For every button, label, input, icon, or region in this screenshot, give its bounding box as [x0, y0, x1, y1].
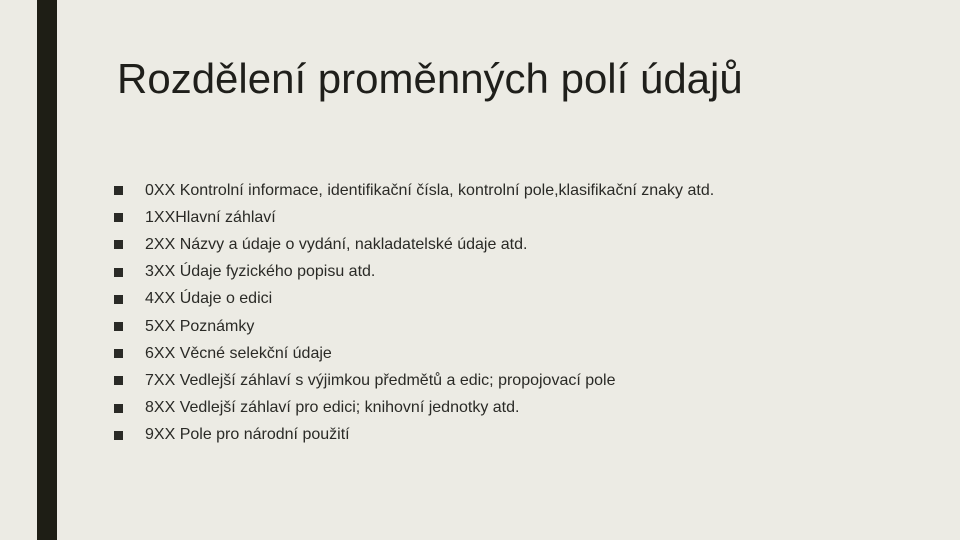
- list-item: [114, 395, 934, 422]
- square-bullet-icon: [114, 404, 123, 413]
- list-item-text: 1XXHlavní záhlaví: [145, 208, 276, 226]
- square-bullet-icon: [114, 213, 123, 222]
- list-item: [114, 422, 934, 449]
- list-item: [114, 177, 934, 204]
- list-item: [114, 204, 934, 231]
- list-item-text: 3XX Údaje fyzického popisu atd.: [145, 263, 376, 281]
- square-bullet-icon: [114, 268, 123, 277]
- square-bullet-icon: [114, 431, 123, 440]
- list-item-text: 9XX Pole pro národní použití: [145, 426, 350, 444]
- list-item: [114, 231, 934, 258]
- square-bullet-icon: [114, 240, 123, 249]
- list-item: [114, 340, 934, 367]
- list-item-text: 0XX Kontrolní informace, identifikační čísla, kontrolní pole,klasifikační znaky atd.: [145, 181, 715, 199]
- list-item-text: 2XX Názvy a údaje o vydání, nakladatelské údaje atd.: [145, 235, 528, 253]
- bullet-list: [114, 177, 934, 449]
- square-bullet-icon: [114, 186, 123, 195]
- list-item-text: 5XX Poznámky: [145, 317, 255, 335]
- square-bullet-icon: [114, 349, 123, 358]
- list-item: [114, 313, 934, 340]
- list-item: [114, 286, 934, 313]
- list-item-text: 6XX Věcné selekční údaje: [145, 344, 332, 362]
- slide-title: Rozdělení proměnných polí údajů: [117, 55, 743, 102]
- list-item: [114, 259, 934, 286]
- left-accent-bar: [37, 0, 57, 540]
- list-item-text: 8XX Vedlejší záhlaví pro edici; knihovní jednotky atd.: [145, 399, 520, 417]
- list-item-text: 4XX Údaje o edici: [145, 290, 273, 308]
- list-item: [114, 367, 934, 394]
- square-bullet-icon: [114, 376, 123, 385]
- square-bullet-icon: [114, 322, 123, 331]
- list-item-text: 7XX Vedlejší záhlaví s výjimkou předmětů a edic; propojovací pole: [145, 371, 616, 389]
- square-bullet-icon: [114, 295, 123, 304]
